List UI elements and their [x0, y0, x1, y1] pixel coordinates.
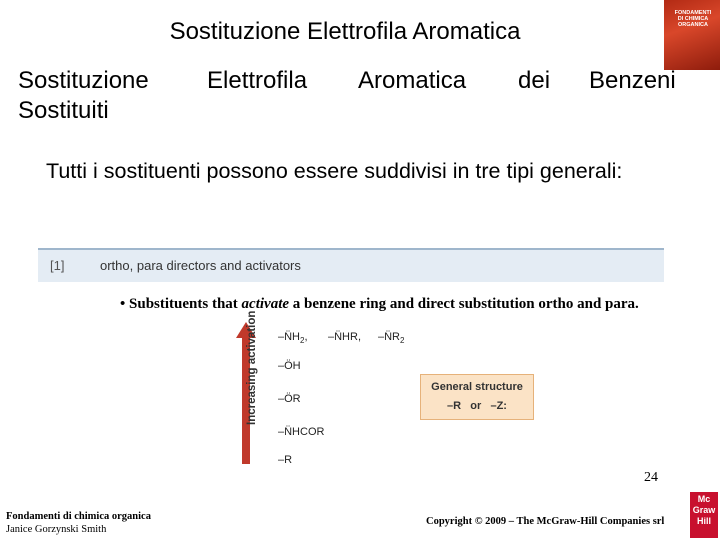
- subtitle-word: Benzeni: [589, 67, 676, 94]
- substituent-r: –R: [278, 454, 293, 466]
- general-structure-title: General structure: [431, 381, 523, 393]
- figure-bullet: • Substituents that activate a benzene ring and direct substitution ortho and para.: [120, 296, 639, 312]
- book-cover-image: [664, 0, 720, 70]
- general-structure-box: [420, 374, 534, 420]
- page-number: 24: [644, 470, 658, 485]
- footer-author: Janice Gorzynski Smith: [6, 524, 107, 535]
- substituent-oh: –ÖH: [278, 360, 301, 372]
- mcgraw-hill-logo: Mc Graw Hill: [690, 492, 718, 538]
- substituent-or: –ÖR: [278, 393, 301, 405]
- figure-number: [1]: [50, 258, 65, 273]
- substituent-nr2: $-N̈R_2$: [378, 331, 405, 346]
- arrow-label: Increasing activation: [246, 310, 258, 425]
- book-cover-text: FONDAMENTI DI CHIMICA ORGANICA: [674, 10, 712, 28]
- subtitle-word: Aromatica: [358, 67, 467, 94]
- figure-panel: [38, 246, 664, 476]
- intro-text: Tutti i sostituenti possono essere suddivisi in tre tipi generali:: [46, 159, 623, 183]
- footer-copyright: Copyright © 2009 – The McGraw-Hill Companies srl: [426, 516, 665, 527]
- bullet-prefix: Substituents that: [129, 296, 242, 312]
- subtitle-word: Sostituiti: [18, 97, 109, 124]
- substituent-nhr: –N̈HR,: [328, 331, 362, 343]
- substituent-nh2: $-N̈H_2$,: [278, 331, 308, 346]
- substituent-nhcor: –N̈HCOR: [278, 426, 325, 438]
- general-structure-body: –R or –Z:: [447, 400, 507, 412]
- figure-heading: ortho, para directors and activators: [100, 258, 301, 273]
- footer-book-title: Fondamenti di chimica organica: [6, 511, 151, 522]
- slide-title: Sostituzione Elettrofila Aromatica: [169, 18, 521, 45]
- bullet-suffix: a benzene ring and direct substitution ortho and para.: [289, 296, 639, 312]
- footer-book-info: [6, 510, 151, 536]
- subtitle-word: dei: [518, 67, 551, 94]
- subtitle-word: Sostituzione: [18, 67, 149, 94]
- subtitle-word: Elettrofila: [207, 67, 308, 94]
- bullet-emphasis: activate: [241, 296, 290, 312]
